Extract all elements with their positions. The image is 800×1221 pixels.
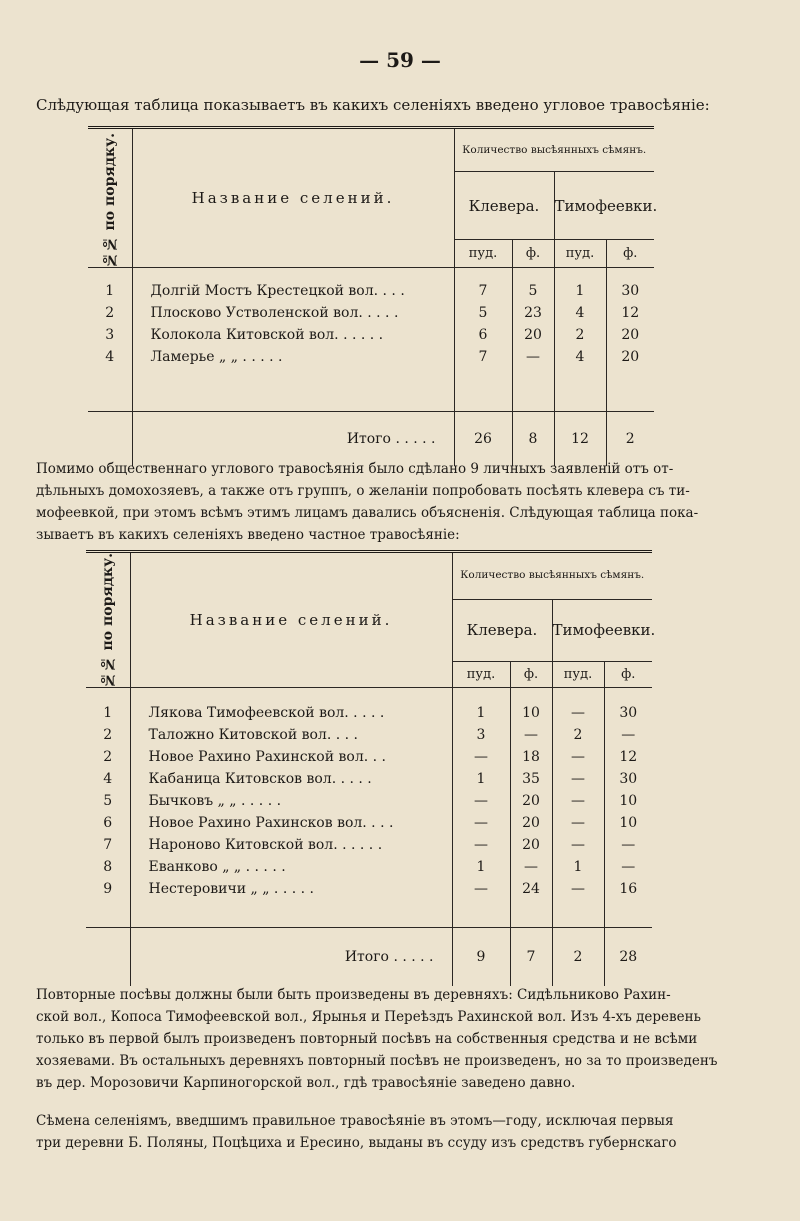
paragraph-repeat-sowing	[36, 984, 744, 1094]
settlement-name: Лякова Тимофеевской вол. . . . .	[130, 702, 452, 724]
para-line: Повторные посѣвы должны были быть произведены въ деревняхъ: Сидѣльниково Рахин-	[36, 987, 671, 1003]
timothy-pud: 2	[552, 724, 604, 746]
row-number: 1	[103, 704, 113, 721]
table-row	[88, 302, 654, 324]
clover-f: 10	[510, 702, 552, 724]
table-row	[86, 790, 652, 812]
col-header-name: Название селений.	[132, 128, 454, 268]
para-line: въ дер. Морозовичи Карпиногорской вол., гдѣ травосѣяніе заведено давно.	[36, 1075, 576, 1091]
total-cell: 28	[604, 928, 652, 986]
timothy-f: 12	[604, 746, 652, 768]
unit-f: ф.	[510, 662, 552, 688]
clover-f: 35	[510, 768, 552, 790]
table-row	[86, 878, 652, 900]
col-header-qty: Количество высѣянныхъ сѣмянъ.	[454, 128, 654, 172]
col-header-timothy: Тимофеевки.	[552, 599, 652, 662]
page-number: — 59 —	[359, 48, 441, 72]
settlement-name: Кабаница Китовсков вол. . . . .	[130, 768, 452, 790]
para-line: дѣльныхъ домохозяевъ, а также отъ группъ, о желаніи попробовать посѣять клевера съ ти-	[36, 483, 690, 499]
communal-table	[88, 126, 658, 466]
para-line: хозяевами. Въ остальныхъ деревняхъ повторный посѣвъ не произведенъ, но за то произведенъ	[36, 1053, 718, 1069]
table-row	[86, 724, 652, 746]
total-cell: 7	[510, 928, 552, 986]
timothy-pud: —	[552, 812, 604, 834]
timothy-f: 10	[604, 790, 652, 812]
total-label: Итого . . . . .	[132, 412, 454, 466]
timothy-pud: —	[552, 768, 604, 790]
col-header-clover: Клевера.	[454, 172, 554, 240]
col-header-clover: Клевера.	[452, 599, 552, 662]
timothy-pud: 4	[554, 302, 606, 324]
total-row	[86, 928, 652, 986]
total-cell: 9	[452, 928, 510, 986]
para-line: ской вол., Копоса Тимофеевской вол., Ярынья и Переѣздъ Рахинской вол. Изъ 4-хъ деревень	[36, 1009, 701, 1025]
clover-f: —	[510, 856, 552, 878]
clover-pud: —	[452, 878, 510, 900]
timothy-f: —	[604, 834, 652, 856]
unit-pud: пуд.	[454, 240, 512, 268]
unit-pud: пуд.	[554, 240, 606, 268]
row-number: 9	[103, 880, 113, 897]
table-row	[86, 856, 652, 878]
unit-f: ф.	[606, 240, 654, 268]
settlement-name: Таложно Китовской вол. . . .	[130, 724, 452, 746]
timothy-pud: 1	[554, 280, 606, 302]
clover-pud: 6	[454, 324, 512, 346]
table-row	[88, 324, 654, 346]
timothy-pud: —	[552, 878, 604, 900]
settlement-name: Еванково „ „ . . . . .	[130, 856, 452, 878]
unit-pud: пуд.	[452, 662, 510, 688]
timothy-f: 20	[606, 346, 654, 368]
clover-pud: —	[452, 790, 510, 812]
row-number: 3	[105, 326, 115, 343]
timothy-f: —	[604, 856, 652, 878]
timothy-pud: 1	[552, 856, 604, 878]
settlement-name: Новое Рахино Рахинской вол. . .	[130, 746, 452, 768]
clover-pud: 1	[452, 768, 510, 790]
para-line: Помимо общественнаго углового травосѣянія было сдѣлано 9 личныхъ заявленій отъ от-	[36, 461, 674, 477]
table-row	[86, 768, 652, 790]
table-row	[88, 280, 654, 302]
timothy-f: 16	[604, 878, 652, 900]
settlement-name: Нестеровичи „ „ . . . . .	[130, 878, 452, 900]
row-number: 7	[103, 836, 113, 853]
timothy-pud: —	[552, 702, 604, 724]
para-line: мофеевкой, при этомъ всѣмъ этимъ лицамъ давались объясненія. Слѣдующая таблица пока-	[36, 505, 699, 521]
timothy-f: 30	[604, 768, 652, 790]
total-cell: 12	[554, 412, 606, 466]
para-line: зываетъ въ какихъ селеніяхъ введено частное травосѣяніе:	[36, 527, 460, 543]
clover-f: 5	[512, 280, 554, 302]
row-number: 2	[105, 304, 115, 321]
row-number: 1	[105, 282, 115, 299]
clover-pud: 3	[452, 724, 510, 746]
col-header-number: №№ по порядку.	[99, 553, 116, 688]
timothy-pud: —	[552, 790, 604, 812]
row-number: 4	[105, 348, 115, 365]
settlement-name: Бычковъ „ „ . . . . .	[130, 790, 452, 812]
clover-pud: —	[452, 812, 510, 834]
row-number: 4	[103, 770, 113, 787]
intro-text: Слѣдующая таблица показываетъ въ какихъ селеніяхъ введено угловое травосѣяніе:	[36, 96, 710, 114]
timothy-f: 12	[606, 302, 654, 324]
col-header-qty: Количество высѣянныхъ сѣмянъ.	[452, 552, 652, 600]
settlement-name: Плосково Устволенской вол. . . . .	[132, 302, 454, 324]
total-cell: 26	[454, 412, 512, 466]
timothy-f: 20	[606, 324, 654, 346]
timothy-pud: 2	[554, 324, 606, 346]
clover-f: —	[512, 346, 554, 368]
total-cell: 2	[552, 928, 604, 986]
timothy-f: 10	[604, 812, 652, 834]
clover-f: —	[510, 724, 552, 746]
col-header-timothy: Тимофеевки.	[554, 172, 654, 240]
clover-f: 20	[510, 790, 552, 812]
clover-pud: 5	[454, 302, 512, 324]
table-row	[86, 834, 652, 856]
clover-pud: 1	[452, 702, 510, 724]
timothy-pud: —	[552, 746, 604, 768]
unit-f: ф.	[604, 662, 652, 688]
settlement-name: Нароново Китовской вол. . . . . .	[130, 834, 452, 856]
timothy-f: —	[604, 724, 652, 746]
unit-pud: пуд.	[552, 662, 604, 688]
clover-pud: 7	[454, 346, 512, 368]
settlement-name: Колокола Китовской вол. . . . . .	[132, 324, 454, 346]
total-cell: 8	[512, 412, 554, 466]
settlement-name: Ламерье „ „ . . . . .	[132, 346, 454, 368]
paragraph-seeds	[36, 1110, 744, 1154]
clover-pud: —	[452, 746, 510, 768]
timothy-pud: —	[552, 834, 604, 856]
timothy-f: 30	[604, 702, 652, 724]
table-row	[86, 702, 652, 724]
table-row	[88, 346, 654, 368]
settlement-name: Новое Рахино Рахинсков вол. . . .	[130, 812, 452, 834]
row-number: 2	[103, 726, 113, 743]
para-line: три деревни Б. Поляны, Поцѣциха и Ересино, выданы въ ссуду изъ средствъ губернскаго	[36, 1135, 677, 1151]
clover-f: 24	[510, 878, 552, 900]
clover-pud: 1	[452, 856, 510, 878]
clover-pud: 7	[454, 280, 512, 302]
col-header-number: №№ по порядку.	[101, 133, 118, 268]
timothy-f: 30	[606, 280, 654, 302]
unit-f: ф.	[512, 240, 554, 268]
clover-pud: —	[452, 834, 510, 856]
table-row	[86, 812, 652, 834]
para-line: только въ первой былъ произведенъ повторный посѣвъ на собственныя средства и не всѣми	[36, 1031, 698, 1047]
private-table	[86, 550, 656, 986]
clover-f: 20	[512, 324, 554, 346]
clover-f: 20	[510, 812, 552, 834]
paragraph-private	[36, 458, 736, 546]
col-header-name: Название селений.	[130, 552, 452, 688]
row-number: 5	[103, 792, 113, 809]
row-number: 2	[103, 748, 113, 765]
total-label: Итого . . . . .	[130, 928, 452, 986]
row-number: 6	[103, 814, 113, 831]
clover-f: 18	[510, 746, 552, 768]
clover-f: 20	[510, 834, 552, 856]
timothy-pud: 4	[554, 346, 606, 368]
para-line: Сѣмена селеніямъ, введшимъ правильное травосѣяніе въ этомъ—году, исключая первыя	[36, 1113, 674, 1129]
row-number: 8	[103, 858, 113, 875]
total-cell: 2	[606, 412, 654, 466]
table-row	[86, 746, 652, 768]
clover-f: 23	[512, 302, 554, 324]
settlement-name: Долгiй Мостъ Крестецкой вол. . . .	[132, 280, 454, 302]
